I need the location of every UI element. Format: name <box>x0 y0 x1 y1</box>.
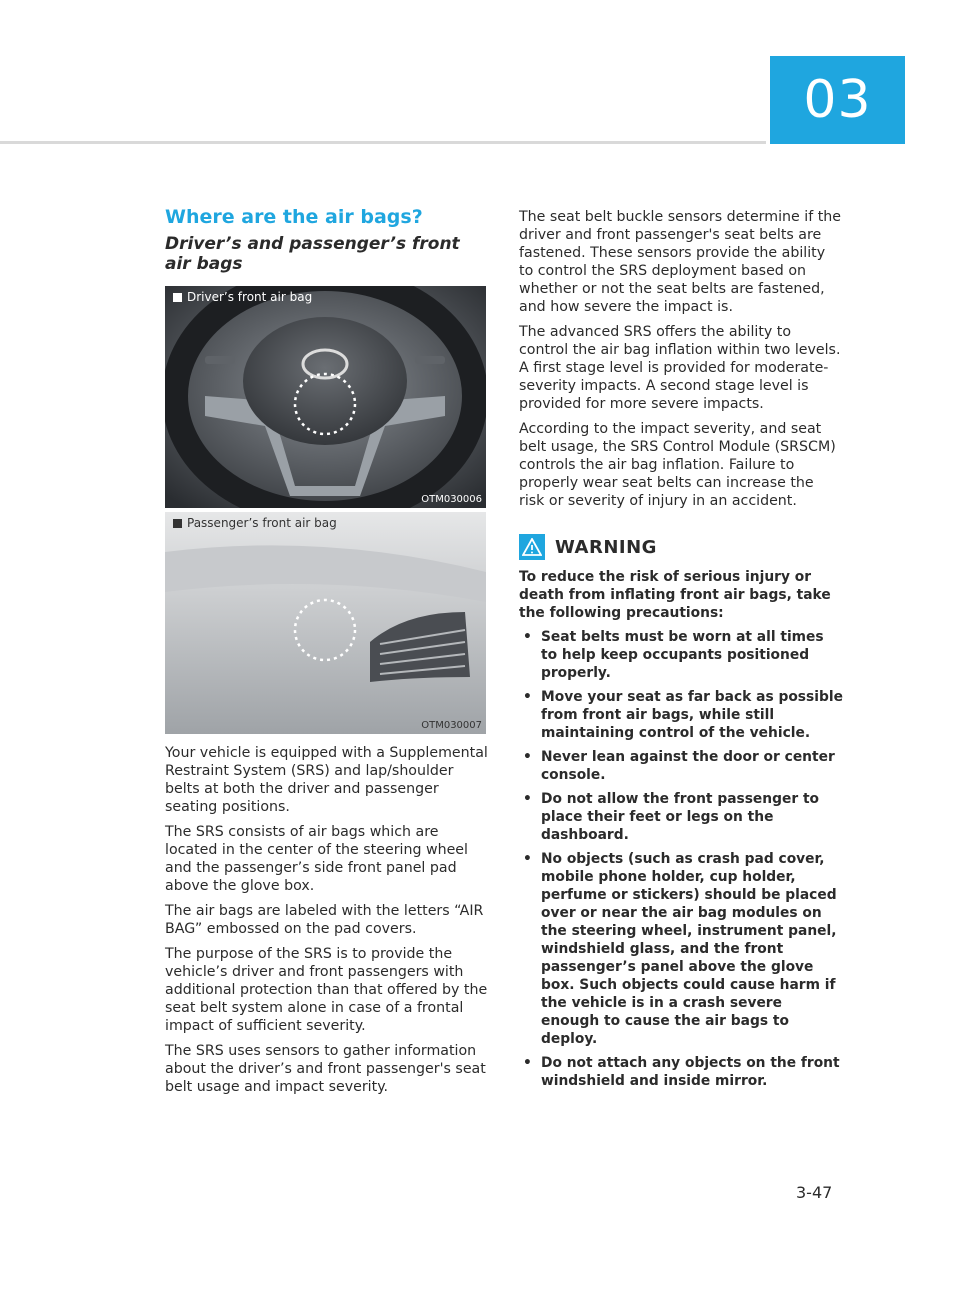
list-item: • Do not attach any objects on the front windshield and inside mirror. <box>519 1054 843 1090</box>
bullet-square-icon <box>173 293 182 302</box>
warning-list <box>519 628 843 1090</box>
caption-text: Driver’s front air bag <box>187 290 313 304</box>
chapter-tab: 03 <box>770 56 905 144</box>
paragraph: The seat belt buckle sensors determine if the driver and front passenger's seat belts are fastened. These sensors provide the ability to control the SRS deployment based on whether or not the seat belts are fastened, and how severe the impact is. <box>519 209 841 315</box>
right-column <box>519 208 843 1096</box>
list-item: • Move your seat as far back as possible from front air bags, while still maintaining control of the vehicle. <box>519 688 843 742</box>
page-number: 3-47 <box>796 1183 833 1202</box>
left-column <box>165 206 489 1103</box>
warning-triangle-icon <box>519 534 545 560</box>
warning-intro: To reduce the risk of serious injury or death from inflating front air bags, take the following precautions: <box>519 569 831 621</box>
list-item: • Seat belts must be worn at all times to help keep occupants positioned properly. <box>519 628 843 682</box>
passenger-airbag-figure <box>165 512 486 734</box>
driver-airbag-caption <box>173 290 312 304</box>
paragraph: According to the impact severity, and seat belt usage, the SRS Control Module (SRSCM) controls the air bag inflation. Failure to properly wear seat belts can increase the risk or severity of injury in an accident. <box>519 421 836 509</box>
driver-airbag-figure <box>165 286 486 508</box>
header-rule <box>0 141 766 144</box>
list-item: • No objects (such as crash pad cover, mobile phone holder, cup holder, perfume or stickers) should be placed over or near the air bag modules on the steering wheel, instrument panel, windshield glass, and the front passenger’s panel above the glove box. Such objects could cause harm if the vehicle is in a crash severe enough to cause the air bags to deploy. <box>519 850 843 1048</box>
steering-wheel-illustration <box>165 286 486 508</box>
subsection-title: Driver’s and passenger’s front air bags <box>165 234 460 274</box>
paragraph: The advanced SRS offers the ability to control the air bag inflation within two levels. A first stage level is provided for moderate-severity impacts. A second stage level is provided for more severe impacts. <box>519 324 841 412</box>
figure-code: OTM030007 <box>421 720 482 731</box>
paragraph: The purpose of the SRS is to provide the vehicle’s driver and front passengers with additional protection than that offered by the seat belt system alone in case of a frontal impact of sufficient severity. <box>165 946 488 1034</box>
warning-title: WARNING <box>555 536 657 558</box>
figure-code: OTM030006 <box>421 494 482 505</box>
paragraph: Your vehicle is equipped with a Supplemental Restraint System (SRS) and lap/shoulder belts at both the driver and passenger seating positions. <box>165 745 488 815</box>
caption-text: Passenger’s front air bag <box>187 516 337 530</box>
warning-header <box>519 534 843 560</box>
passenger-airbag-caption <box>173 516 337 530</box>
dashboard-illustration <box>165 512 486 734</box>
paragraph: The SRS consists of air bags which are located in the center of the steering wheel and the passenger’s side front panel pad above the glove box. <box>165 824 468 894</box>
bullet-square-icon <box>173 519 182 528</box>
list-item: • Do not allow the front passenger to place their feet or legs on the dashboard. <box>519 790 843 844</box>
paragraph: The air bags are labeled with the letters “AIR BAG” embossed on the pad covers. <box>165 903 484 937</box>
paragraph: The SRS uses sensors to gather information about the driver’s and front passenger's seat belt usage and impact severity. <box>165 1043 486 1095</box>
list-item: • Never lean against the door or center console. <box>519 748 843 784</box>
section-title: Where are the air bags? <box>165 206 423 228</box>
